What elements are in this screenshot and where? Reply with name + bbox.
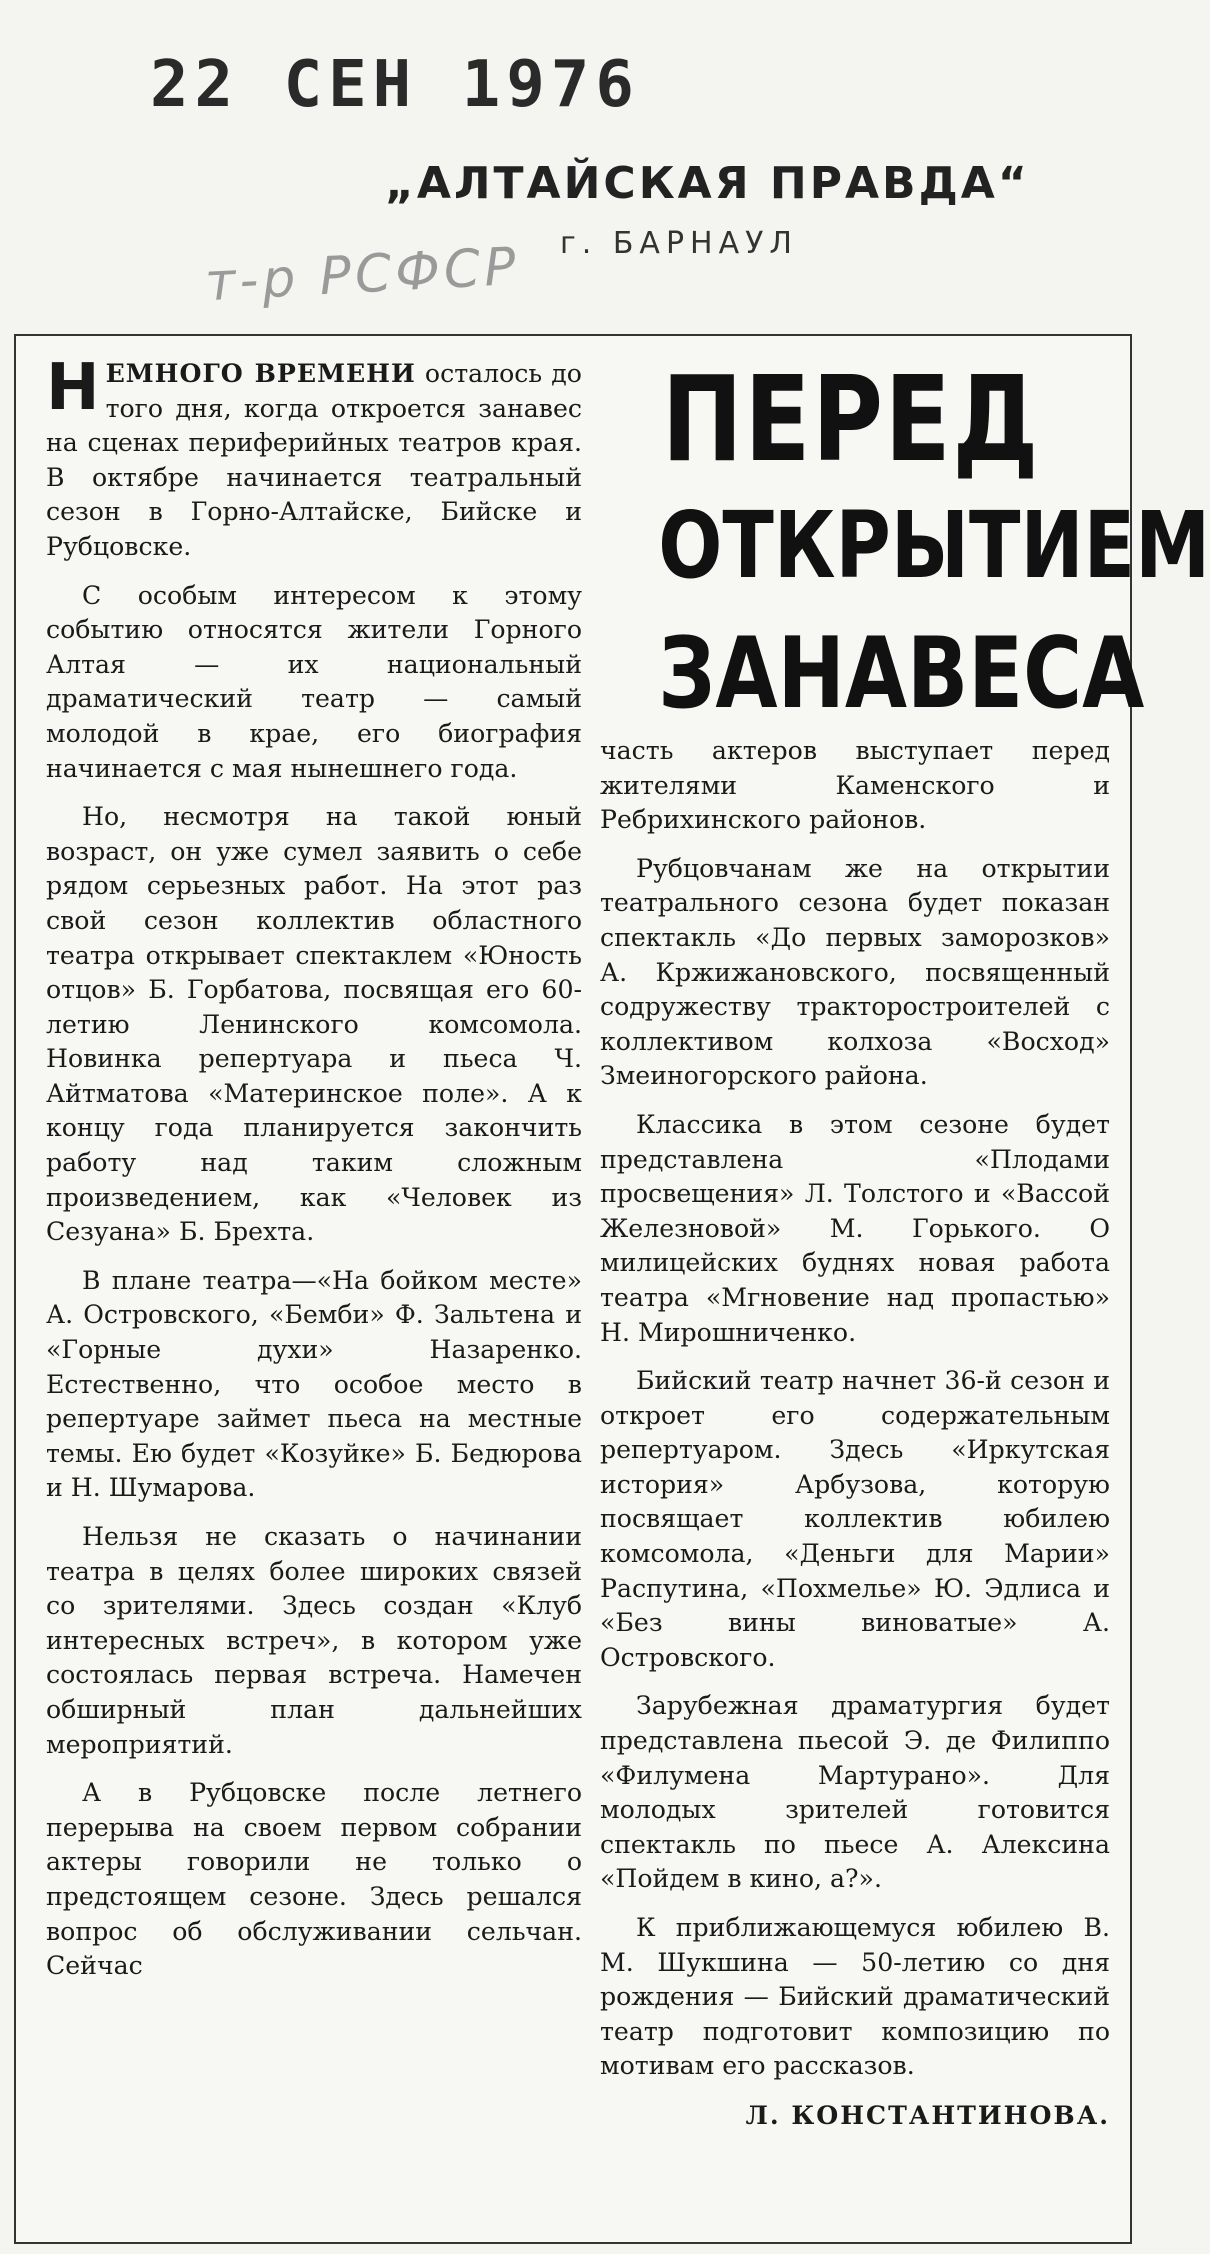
author-signature: Л. КОНСТАНТИНОВА. xyxy=(745,2099,1110,2130)
drop-cap: Н xyxy=(46,351,100,425)
article-paragraph: Нельзя не сказать о начинании театра в целях более широких связей со зрителями. Здесь создан «Клуб интересных встреч», в котором уже состоялась первая встреча. Намечен обширный план дальнейших мероприятий. xyxy=(46,1522,582,1759)
article-clipping xyxy=(14,334,1210,2244)
date-stamp: 22 СЕН 1976 xyxy=(150,48,640,122)
article-paragraph xyxy=(46,351,582,565)
article-headline xyxy=(616,350,1210,738)
article-paragraph: А в Рубцовске после летнего перерыва на своем первом собрании актеры говорили не только о предстоящем сезоне. Здесь решался вопрос об обслуживании сельчан. Сейчас xyxy=(46,1778,582,1981)
headline-line-2: ОТКРЫТИЕМ xyxy=(658,492,1210,599)
article-paragraph: Но, несмотря на такой юный возраст, он уже сумел заявить о себе рядом серьезных работ. На этот раз свой сезон коллектив областного театра открывает спектаклем «Юность отцов» Б. Горбатова, посвящая его 60-летию Ленинского комсомола. Новинка репертуара и пьеса Ч. Айтматова «Материнское поле». А к концу года планируется закончить работу над таким сложным произведением, как «Человек из Сезуана» Б. Брехта. xyxy=(46,802,582,1247)
article-paragraph: Бийский театр начнет 36-й сезон и откроет его содержательным репертуаром. Здесь «Иркутская история» Арбузова, которую посвящает коллектив юбилею комсомола, «Деньги для Марии» Распутина, «Похмелье» Ю. Эдлиса и «Без вины виноватые» А. Островского. xyxy=(600,1366,1110,1672)
headline-line-3: ЗАНАВЕСА xyxy=(658,617,1145,731)
article-paragraph: С особым интересом к этому событию относятся жители Горного Алтая — их национальный драматический театр — самый молодой в крае, его биография начинается с мая нынешнего года. xyxy=(46,580,582,783)
paragraph-text: осталось до того дня, когда откроется занавес на сценах периферийных театров края. В октябре начинается театральный сезон в Горно-Алтайске, Бийске и Рубцовске. xyxy=(46,359,582,561)
handwritten-note: т-р РСФСР xyxy=(203,236,522,314)
article-column-right xyxy=(600,734,1110,2133)
article-column-left xyxy=(46,351,582,1998)
clipping-header xyxy=(0,0,1145,330)
newspaper-name: „АЛТАЙСКАЯ ПРАВДА“ xyxy=(385,158,1030,209)
article-paragraph: Рубцовчанам же на открытии театрального сезона будет показан спектакль «До первых заморозков» А. Кржижановского, посвященный содружеству тракторостроителей с коллективом колхоза «Восход» Змеиногорского района. xyxy=(600,853,1110,1091)
headline-line-1: ПЕРЕД xyxy=(661,350,1041,488)
article-paragraph: В плане театра—«На бойком месте» А. Островского, «Бемби» Ф. Зальтена и «Горные духи» Назаренко. Естественно, что особое место в репертуаре займет пьеса на местные темы. Ею будет «Козуйке» Б. Бедюрова и Н. Шумарова. xyxy=(46,1265,582,1503)
article-paragraph: часть актеров выступает перед жителями Каменского и Ребрихинского районов. xyxy=(600,736,1110,835)
article-paragraph: К приближающемуся юбилею В. М. Шукшина — 50-летию со дня рождения — Бийский драматический театр подготовит композицию по мотивам его рассказов. xyxy=(600,1913,1110,2081)
lead-caps: ЕМНОГО ВРЕМЕНИ xyxy=(105,358,416,388)
article-paragraph: Классика в этом сезоне будет представлена «Плодами просвещения» Л. Толстого и «Вассой Железновой» М. Горького. О милицейских буднях новая работа театра «Мгновение над пропастью» Н. Мирошниченко. xyxy=(600,1109,1110,1347)
newspaper-city: г. БАРНАУЛ xyxy=(560,226,798,261)
article-paragraph: Зарубежная драматургия будет представлена пьесой Э. де Филиппо «Филумена Мартурано». Для молодых зрителей готовится спектакль по пьесе А. Алексина «Пойдем в кино, а?». xyxy=(600,1691,1110,1894)
